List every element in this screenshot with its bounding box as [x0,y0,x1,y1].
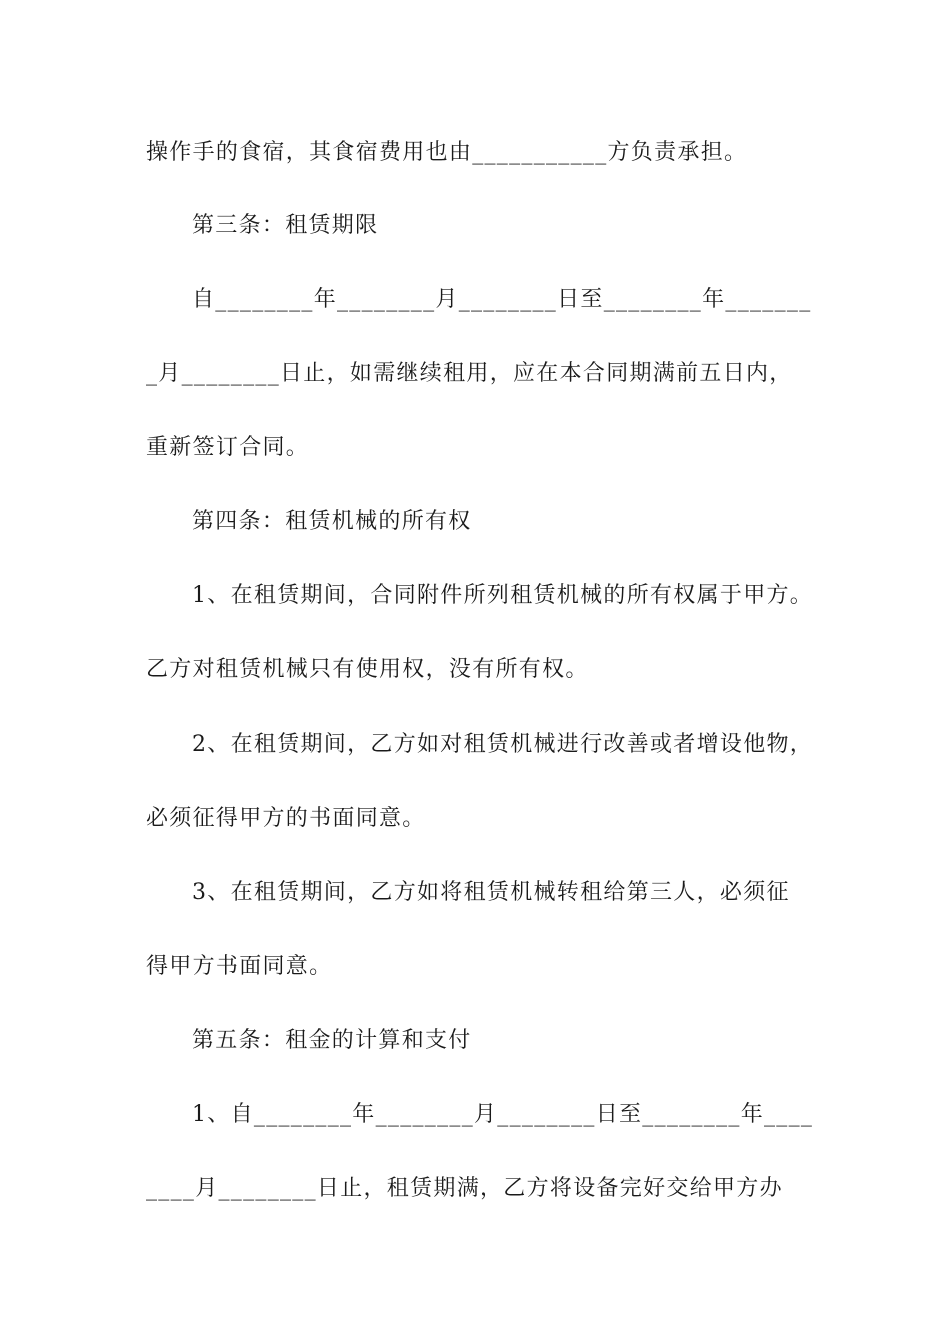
section-heading-article-3: 第三条：租赁期限 [192,213,379,238]
section-heading-article-5: 第五条：租金的计算和支付 [192,1028,472,1053]
paragraph-line: 2、在租赁期间，乙方如对租赁机械进行改善或者增设他物， [192,732,814,757]
paragraph-line: 重新签订合同。 [146,435,310,460]
paragraph-line: ____月________日止，租赁期满，乙方将设备完好交给甲方办 [146,1176,783,1201]
section-heading-article-4: 第四条：租赁机械的所有权 [192,509,472,534]
paragraph-line: 乙方对租赁机械只有使用权，没有所有权。 [146,657,589,682]
paragraph-line: _月________日止，如需继续租用，应在本合同期满前五日内， [146,361,793,386]
paragraph-line: 3、在租赁期间，乙方如将租赁机械转租给第三人，必须征 [192,880,790,905]
paragraph-line: 1、在租赁期间，合同附件所列租赁机械的所有权属于甲方。 [192,583,814,608]
paragraph-line: 得甲方书面同意。 [146,954,333,979]
paragraph-line: 必须征得甲方的书面同意。 [146,806,426,831]
paragraph-line: 操作手的食宿，其食宿费用也由___________方负责承担。 [146,140,748,165]
paragraph-line: 自________年________月________日至________年_______ [192,287,812,312]
paragraph-line: 1、自________年________月________日至________年____ [192,1102,814,1127]
